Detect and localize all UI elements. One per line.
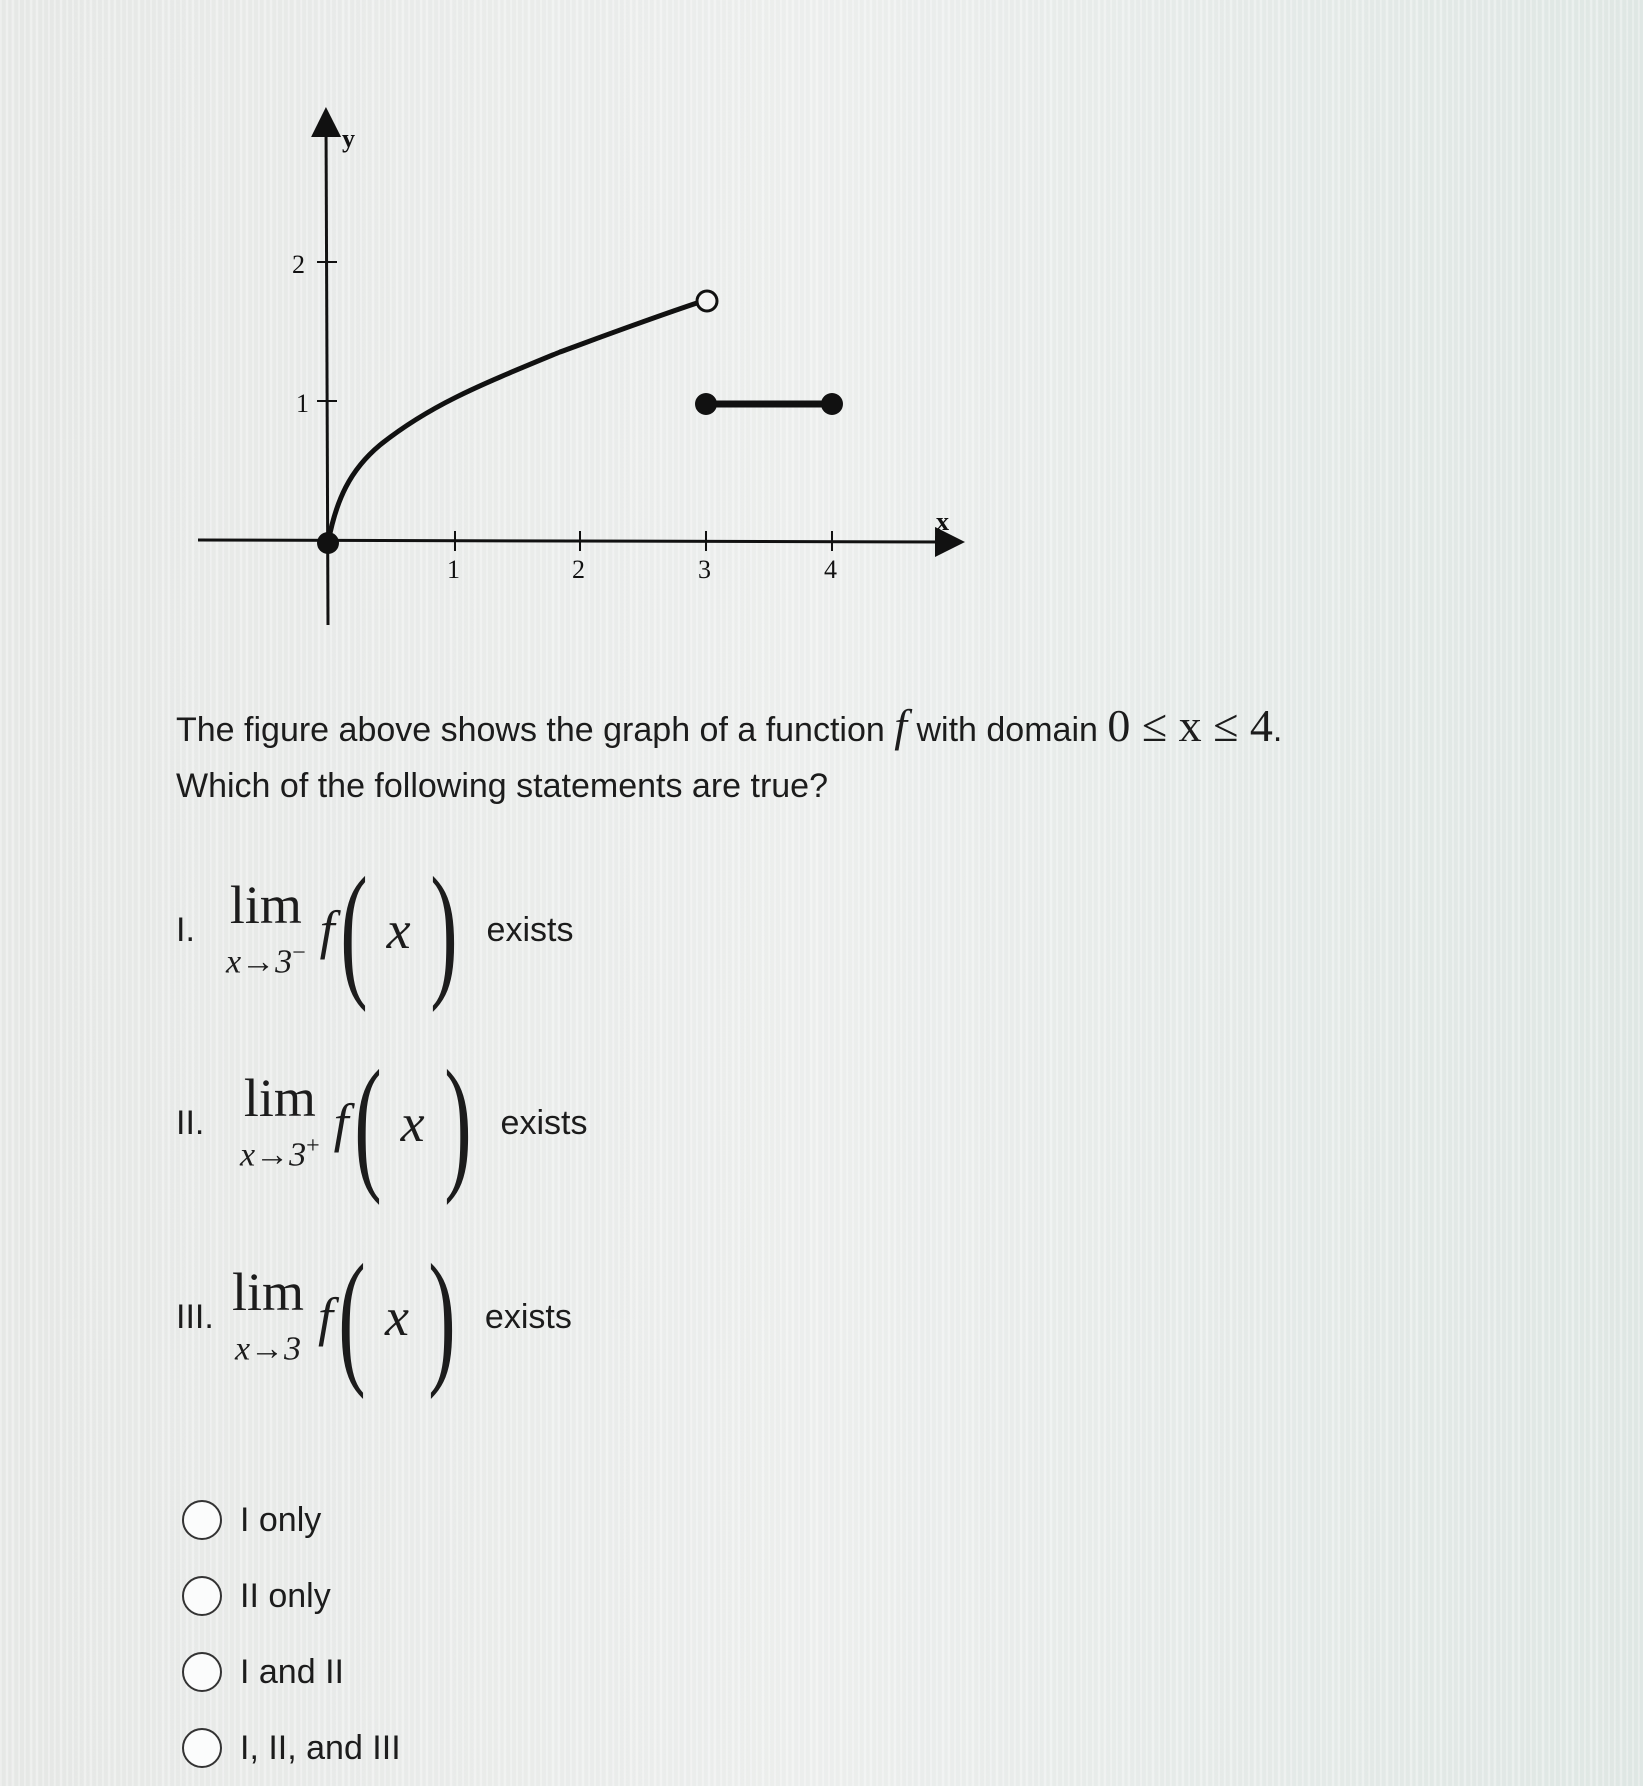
x-tick-label-1: 1	[447, 555, 460, 584]
choice-i-and-ii[interactable]: I and II	[182, 1634, 401, 1710]
radio-button[interactable]	[182, 1728, 222, 1768]
y-tick-label-1: 1	[296, 389, 309, 418]
question-line-2: Which of the following statements are true?	[176, 767, 828, 805]
choice-i-ii-and-iii[interactable]: I, II, and III	[182, 1710, 401, 1786]
closed-point-x4	[821, 393, 843, 415]
x-tick-label-2: 2	[572, 555, 585, 584]
domain-inequality: 0 ≤ x ≤ 4	[1107, 700, 1273, 751]
statement-1: I. lim x→3− f ( x ) exists	[176, 847, 574, 1013]
question-text	[176, 698, 1282, 814]
choice-i-only[interactable]: I only	[182, 1482, 401, 1558]
open-point-x3	[697, 291, 717, 311]
y-tick-label-2: 2	[292, 250, 305, 279]
radio-button[interactable]	[182, 1500, 222, 1540]
choice-ii-only[interactable]: II only	[182, 1558, 401, 1634]
sqrt-curve	[328, 300, 706, 543]
closed-point-origin	[317, 532, 339, 554]
radio-button[interactable]	[182, 1576, 222, 1616]
function-graph	[0, 0, 1000, 640]
radio-button[interactable]	[182, 1652, 222, 1692]
statement-3: III. lim x→3 f ( x ) exists	[176, 1234, 572, 1400]
x-tick-label-3: 3	[698, 555, 711, 584]
y-axis-label: y	[342, 124, 355, 153]
x-axis-label: x	[936, 507, 949, 536]
x-tick-label-4: 4	[824, 555, 837, 584]
closed-point-x3	[695, 393, 717, 415]
function-symbol: f	[894, 700, 908, 751]
x-axis	[198, 540, 950, 542]
statement-2: II. lim x→3+ f ( x ) exists	[176, 1040, 588, 1206]
answer-choices	[182, 1482, 401, 1786]
question-line-1: The figure above shows the graph of a function f with domain 0 ≤ x ≤ 4.	[176, 700, 1283, 751]
